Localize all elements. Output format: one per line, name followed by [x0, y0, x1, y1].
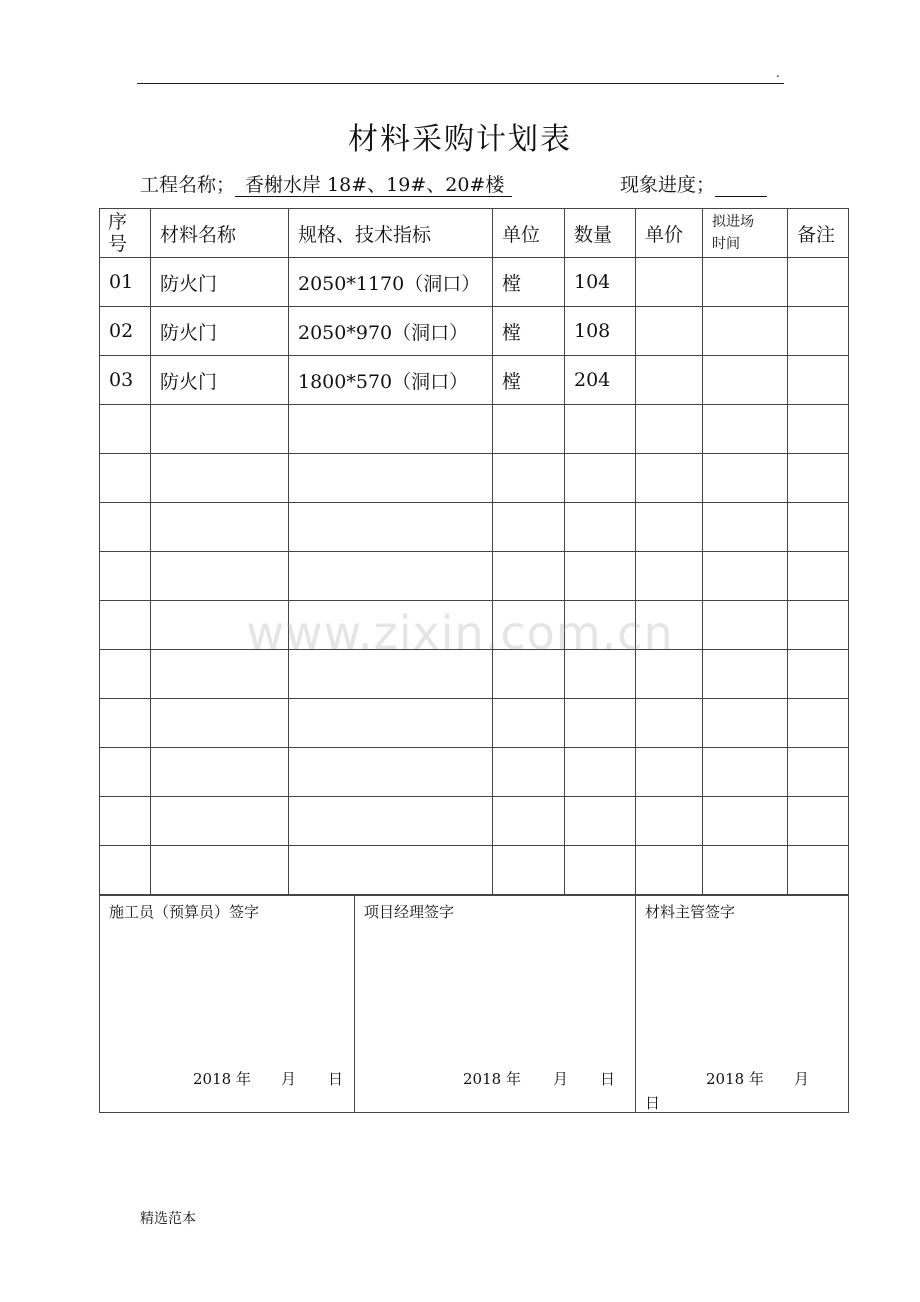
cell-qty [565, 503, 636, 552]
table-row [100, 356, 849, 405]
cell-seq [100, 454, 151, 503]
header-spec: 规格、技术指标 [289, 209, 493, 258]
cell-unit: 樘 [493, 307, 565, 356]
cell-qty: 108 [565, 307, 636, 356]
date-day: 日 [327, 1070, 343, 1088]
cell-name [151, 405, 289, 454]
cell-remark [788, 503, 849, 552]
material-plan-table [99, 208, 849, 895]
cell-seq [100, 405, 151, 454]
cell-arrival [703, 405, 788, 454]
cell-qty [565, 797, 636, 846]
cell-price [636, 405, 703, 454]
project-name-label: 工程名称； [140, 174, 236, 196]
table-row [100, 552, 849, 601]
cell-name: 防火门 [151, 258, 289, 307]
material-date-day: 日 [645, 1094, 661, 1112]
header-qty: 数量 [565, 209, 636, 258]
cell-price [636, 552, 703, 601]
table-header-row [100, 209, 849, 258]
table-row [100, 503, 849, 552]
cell-remark [788, 356, 849, 405]
cell-spec [289, 552, 493, 601]
constructor-date [193, 1068, 343, 1089]
cell-spec: 2050*970（洞口） [289, 307, 493, 356]
cell-qty: 104 [565, 258, 636, 307]
cell-arrival [703, 454, 788, 503]
cell-seq [100, 748, 151, 797]
cell-arrival [703, 258, 788, 307]
cell-seq [100, 503, 151, 552]
cell-remark [788, 258, 849, 307]
date-year: 2018 年 [193, 1070, 251, 1088]
date-month: 月 [793, 1070, 809, 1088]
project-name-line [140, 170, 512, 197]
cell-remark [788, 454, 849, 503]
cell-unit [493, 552, 565, 601]
header-arrival-time: 拟进场 时间 [703, 209, 788, 258]
cell-unit [493, 699, 565, 748]
cell-remark [788, 699, 849, 748]
progress-line [620, 170, 767, 197]
cell-remark [788, 552, 849, 601]
cell-remark [788, 846, 849, 895]
date-month: 月 [280, 1070, 296, 1088]
cell-arrival [703, 503, 788, 552]
header-rule [137, 83, 784, 84]
cell-seq: 02 [100, 307, 151, 356]
cell-qty [565, 454, 636, 503]
cell-seq [100, 699, 151, 748]
cell-name [151, 797, 289, 846]
cell-arrival [703, 846, 788, 895]
cell-arrival [703, 699, 788, 748]
cell-seq: 03 [100, 356, 151, 405]
cell-qty [565, 846, 636, 895]
cell-remark [788, 748, 849, 797]
cell-qty [565, 748, 636, 797]
cell-name [151, 503, 289, 552]
header-seq: 序 号 [100, 209, 151, 258]
cell-unit [493, 846, 565, 895]
progress-label: 现象进度； [620, 174, 716, 196]
cell-seq [100, 846, 151, 895]
table-row [100, 846, 849, 895]
cell-price [636, 307, 703, 356]
header-remark: 备注 [788, 209, 849, 258]
header-name: 材料名称 [151, 209, 289, 258]
date-day: 日 [599, 1070, 615, 1088]
material-signature-cell [636, 896, 849, 1113]
cell-arrival [703, 307, 788, 356]
table-row [100, 748, 849, 797]
cell-price [636, 454, 703, 503]
cell-unit: 樘 [493, 258, 565, 307]
cell-name [151, 846, 289, 895]
cell-unit [493, 748, 565, 797]
table-row [100, 699, 849, 748]
cell-unit [493, 503, 565, 552]
cell-price [636, 356, 703, 405]
cell-price [636, 699, 703, 748]
table-row [100, 307, 849, 356]
cell-unit [493, 797, 565, 846]
cell-name: 防火门 [151, 356, 289, 405]
date-month: 月 [552, 1070, 568, 1088]
cell-arrival [703, 748, 788, 797]
cell-remark [788, 405, 849, 454]
cell-qty [565, 552, 636, 601]
project-name-value: 香榭水岸 18#、19#、20#楼 [235, 174, 512, 197]
document-title: 材料采购计划表 [348, 122, 572, 157]
cell-price [636, 846, 703, 895]
cell-spec [289, 846, 493, 895]
cell-price [636, 503, 703, 552]
cell-arrival [703, 356, 788, 405]
cell-remark [788, 797, 849, 846]
date-year: 2018 年 [463, 1070, 521, 1088]
material-signature-label: 材料主管签字 [645, 903, 736, 921]
cell-spec [289, 748, 493, 797]
table-row [100, 797, 849, 846]
cell-spec [289, 454, 493, 503]
cell-seq [100, 552, 151, 601]
cell-qty [565, 699, 636, 748]
header-unit: 单位 [493, 209, 565, 258]
cell-spec [289, 503, 493, 552]
date-year: 2018 年 [706, 1070, 764, 1088]
cell-name [151, 748, 289, 797]
progress-blank [715, 176, 767, 197]
cell-qty: 204 [565, 356, 636, 405]
footer-text: 精选范本 [140, 1211, 196, 1227]
manager-signature-cell [355, 896, 636, 1113]
cell-name [151, 454, 289, 503]
cell-remark [788, 307, 849, 356]
header-price: 单价 [636, 209, 703, 258]
cell-unit [493, 454, 565, 503]
cell-spec: 1800*570（洞口） [289, 356, 493, 405]
cell-unit [493, 405, 565, 454]
signature-table [99, 895, 849, 1113]
cell-spec [289, 699, 493, 748]
watermark: www.zixin.com.cn [246, 606, 674, 660]
cell-spec [289, 405, 493, 454]
cell-name: 防火门 [151, 307, 289, 356]
constructor-signature-label: 施工员（预算员）签字 [109, 903, 260, 921]
cell-spec: 2050*1170（洞口） [289, 258, 493, 307]
cell-seq [100, 797, 151, 846]
cell-price [636, 258, 703, 307]
table-row [100, 258, 849, 307]
cell-unit: 樘 [493, 356, 565, 405]
cell-seq: 01 [100, 258, 151, 307]
cell-price [636, 797, 703, 846]
manager-signature-label: 项目经理签字 [364, 903, 455, 921]
table-row [100, 454, 849, 503]
cell-name [151, 552, 289, 601]
cell-arrival [703, 797, 788, 846]
material-date [706, 1068, 809, 1089]
cell-price [636, 748, 703, 797]
constructor-signature-cell [100, 896, 355, 1113]
cell-qty [565, 405, 636, 454]
manager-date [463, 1068, 615, 1089]
cell-spec [289, 797, 493, 846]
table-row [100, 405, 849, 454]
cell-name [151, 699, 289, 748]
header-mark: . [776, 66, 780, 80]
cell-arrival [703, 552, 788, 601]
